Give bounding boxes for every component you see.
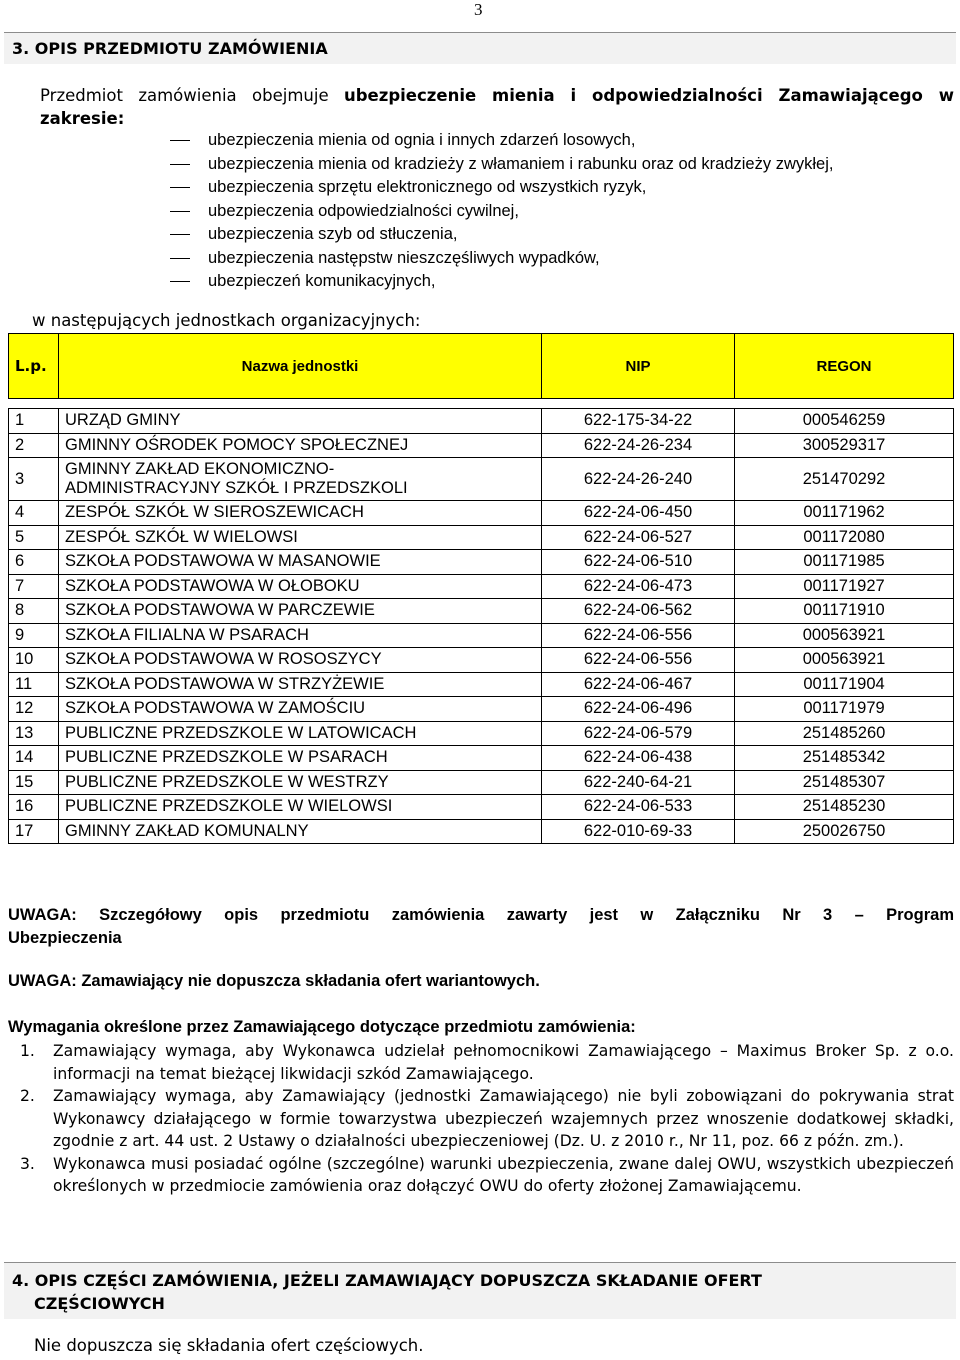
cell-nr: 16 xyxy=(9,795,59,820)
dash-icon xyxy=(170,234,190,235)
dash-icon xyxy=(170,187,190,188)
cell-nip: 622-24-26-240 xyxy=(542,458,735,501)
cell-nip: 622-24-06-562 xyxy=(542,599,735,624)
cell-name-line-2: ADMINISTRACYJNY SZKÓŁ I PRZEDSZKOLI xyxy=(65,479,408,497)
cell-nr: 13 xyxy=(9,721,59,746)
cell-nr: 7 xyxy=(9,574,59,599)
cell-name: SZKOŁA PODSTAWOWA W PARCZEWIE xyxy=(59,599,542,624)
scope-item xyxy=(170,200,833,224)
table-row xyxy=(9,458,954,501)
dash-icon xyxy=(170,211,190,212)
cell-name: PUBLICZNE PRZEDSZKOLE W PSARACH xyxy=(59,746,542,771)
scope-item xyxy=(170,247,833,271)
cell-nr: 3 xyxy=(9,458,59,501)
units-table xyxy=(8,333,954,844)
scope-item xyxy=(170,223,833,247)
cell-name-line-1: GMINNY ZAKŁAD EKONOMICZNO- xyxy=(65,460,335,478)
cell-regon: 000563921 xyxy=(735,648,954,673)
requirement-item xyxy=(8,1153,954,1198)
cell-regon: 001172080 xyxy=(735,525,954,550)
scope-intro-bold: ubezpieczenie mienia i odpowiedzialności Zamawiającego w xyxy=(343,86,954,105)
requirement-number: 1. xyxy=(20,1042,35,1060)
scope-item xyxy=(170,270,833,294)
cell-name: SZKOŁA PODSTAWOWA W MASANOWIE xyxy=(59,550,542,575)
table-row xyxy=(9,819,954,844)
table-row xyxy=(9,746,954,771)
cell-regon: 001171910 xyxy=(735,599,954,624)
scope-item xyxy=(170,153,833,177)
scope-item-text: ubezpieczeń komunikacyjnych, xyxy=(208,272,436,290)
cell-nip: 622-24-06-438 xyxy=(542,746,735,771)
dash-icon xyxy=(170,258,190,259)
requirement-number: 3. xyxy=(20,1154,35,1173)
cell-nip: 622-24-06-556 xyxy=(542,623,735,648)
cell-nr: 14 xyxy=(9,746,59,771)
table-row xyxy=(9,433,954,458)
requirement-item xyxy=(8,1040,954,1085)
cell-nip: 622-24-06-473 xyxy=(542,574,735,599)
cell-regon: 251485260 xyxy=(735,721,954,746)
cell-name xyxy=(59,458,542,501)
requirement-number: 2. xyxy=(20,1087,35,1105)
table-row xyxy=(9,648,954,673)
table-row xyxy=(9,525,954,550)
cell-nr: 11 xyxy=(9,672,59,697)
cell-name: SZKOŁA PODSTAWOWA W ZAMOŚCIU xyxy=(59,697,542,722)
cell-regon: 251485342 xyxy=(735,746,954,771)
cell-nip: 622-240-64-21 xyxy=(542,770,735,795)
partial-offers-text: Nie dopuszcza się składania ofert częściowych. xyxy=(34,1336,424,1355)
cell-regon: 000546259 xyxy=(735,409,954,434)
cell-regon: 001171979 xyxy=(735,697,954,722)
scope-item xyxy=(170,129,833,153)
requirements-title: Wymagania określone przez Zamawiającego dotyczące przedmiotu zamówienia: xyxy=(8,1018,636,1036)
table-row xyxy=(9,599,954,624)
cell-nip: 622-24-06-450 xyxy=(542,501,735,526)
spacer-cell xyxy=(9,399,954,409)
cell-regon: 250026750 xyxy=(735,819,954,844)
note-program xyxy=(8,904,954,950)
cell-nip: 622-24-26-234 xyxy=(542,433,735,458)
dash-icon xyxy=(170,281,190,282)
table-row xyxy=(9,697,954,722)
cell-nr: 1 xyxy=(9,409,59,434)
cell-nr: 9 xyxy=(9,623,59,648)
cell-nr: 15 xyxy=(9,770,59,795)
scope-list xyxy=(170,129,833,294)
requirement-text: Wykonawca musi posiadać ogólne (szczególne) warunki ubezpieczenia, zwane dalej OWU, wszystkich ubezpieczeń określonych w przedmiocie zamówienia oraz dołączyć OWU do oferty złożonej Zamawiającemu. xyxy=(53,1154,954,1195)
section-4-heading xyxy=(4,1262,956,1319)
cell-name: URZĄD GMINY xyxy=(59,409,542,434)
note-program-line-2: Ubezpieczenia xyxy=(8,929,122,947)
requirements-list xyxy=(8,1040,954,1198)
cell-name: ZESPÓŁ SZKÓŁ W SIEROSZEWICACH xyxy=(59,501,542,526)
table-row xyxy=(9,550,954,575)
cell-regon: 001171985 xyxy=(735,550,954,575)
cell-nr: 2 xyxy=(9,433,59,458)
section-4-heading-line-2: CZĘŚCIOWYCH xyxy=(34,1294,165,1313)
header-nip: NIP xyxy=(542,334,735,399)
cell-regon: 001171962 xyxy=(735,501,954,526)
cell-nip: 622-24-06-467 xyxy=(542,672,735,697)
cell-name: SZKOŁA PODSTAWOWA W OŁOBOKU xyxy=(59,574,542,599)
cell-regon: 300529317 xyxy=(735,433,954,458)
cell-nr: 6 xyxy=(9,550,59,575)
cell-name: SZKOŁA PODSTAWOWA W ROSOSZYCY xyxy=(59,648,542,673)
dash-icon xyxy=(170,140,190,141)
cell-nr: 12 xyxy=(9,697,59,722)
scope-intro xyxy=(40,84,954,130)
header-name: Nazwa jednostki xyxy=(59,334,542,399)
cell-nip: 622-24-06-533 xyxy=(542,795,735,820)
requirement-text: Zamawiający wymaga, aby Zamawiający (jednostki Zamawiającego) nie byli zobowiązani do pokrywania strat Wykonawcy działającego w formie towarzystwa ubezpieczeń wzajemnych przez wnoszenie dodatkowej składki, zgodnie z art. 44 ust. 2 Ustawy o działalności ubezpieczeniowej (Dz. U. z 2010 r., Nr 11, poz. 66 z późn. zm.). xyxy=(53,1087,954,1150)
cell-nip: 622-175-34-22 xyxy=(542,409,735,434)
scope-item-text: ubezpieczenia mienia od ognia i innych zdarzeń losowych, xyxy=(208,131,636,149)
cell-nip: 622-24-06-579 xyxy=(542,721,735,746)
note-variants: UWAGA: Zamawiający nie dopuszcza składania ofert wariantowych. xyxy=(8,972,540,990)
cell-regon: 001171904 xyxy=(735,672,954,697)
page-number: 3 xyxy=(474,0,483,19)
table-row xyxy=(9,795,954,820)
dash-icon xyxy=(170,164,190,165)
scope-item xyxy=(170,176,833,200)
cell-name: ZESPÓŁ SZKÓŁ W WIELOWSI xyxy=(59,525,542,550)
cell-nip: 622-24-06-496 xyxy=(542,697,735,722)
cell-regon: 251485307 xyxy=(735,770,954,795)
cell-nr: 4 xyxy=(9,501,59,526)
cell-name: SZKOŁA FILIALNA W PSARACH xyxy=(59,623,542,648)
table-row xyxy=(9,672,954,697)
table-row xyxy=(9,770,954,795)
table-row xyxy=(9,721,954,746)
table-row xyxy=(9,574,954,599)
cell-nip: 622-010-69-33 xyxy=(542,819,735,844)
cell-nr: 10 xyxy=(9,648,59,673)
header-regon: REGON xyxy=(735,334,954,399)
cell-nr: 17 xyxy=(9,819,59,844)
cell-name: SZKOŁA PODSTAWOWA W STRZYŻEWIE xyxy=(59,672,542,697)
requirement-item xyxy=(8,1085,954,1153)
cell-regon: 001171927 xyxy=(735,574,954,599)
units-intro: w następujących jednostkach organizacyjnych: xyxy=(32,311,421,330)
scope-item-text: ubezpieczenia następstw nieszczęśliwych wypadków, xyxy=(208,248,600,267)
cell-nr: 5 xyxy=(9,525,59,550)
cell-nip: 622-24-06-510 xyxy=(542,550,735,575)
table-row xyxy=(9,501,954,526)
cell-name: PUBLICZNE PRZEDSZKOLE W WESTRZY xyxy=(59,770,542,795)
cell-nr: 8 xyxy=(9,599,59,624)
section-4-heading-line-1: 4. OPIS CZĘŚCI ZAMÓWIENIA, JEŻELI ZAMAWIAJĄCY DOPUSZCZA SKŁADANIE OFERT xyxy=(12,1271,762,1290)
cell-regon: 251470292 xyxy=(735,458,954,501)
scope-item-text: ubezpieczenia sprzętu elektronicznego od wszystkich ryzyk, xyxy=(208,178,647,196)
scope-item-text: ubezpieczenia szyb od stłuczenia, xyxy=(208,225,458,243)
scope-intro-plain: Przedmiot zamówienia obejmuje xyxy=(40,86,344,105)
cell-name: PUBLICZNE PRZEDSZKOLE W LATOWICACH xyxy=(59,721,542,746)
scope-intro-line-2: zakresie: xyxy=(40,109,125,128)
cell-nip: 622-24-06-527 xyxy=(542,525,735,550)
cell-name: GMINNY OŚRODEK POMOCY SPOŁECZNEJ xyxy=(59,433,542,458)
section-3-heading: 3. OPIS PRZEDMIOTU ZAMÓWIENIA xyxy=(4,32,956,64)
cell-name: PUBLICZNE PRZEDSZKOLE W WIELOWSI xyxy=(59,795,542,820)
table-spacer xyxy=(9,399,954,409)
table-row xyxy=(9,623,954,648)
scope-item-text: ubezpieczenia mienia od kradzieży z włamaniem i rabunku oraz od kradzieży zwykłej, xyxy=(208,154,834,173)
cell-regon: 251485230 xyxy=(735,795,954,820)
cell-regon: 000563921 xyxy=(735,623,954,648)
scope-item-text: ubezpieczenia odpowiedzialności cywilnej, xyxy=(208,201,519,220)
cell-nip: 622-24-06-556 xyxy=(542,648,735,673)
requirement-text: Zamawiający wymaga, aby Wykonawca udzielał pełnomocnikowi Zamawiającego – Maximus Broker Sp. z o.o. informacji na temat bieżącej likwidacji szkód Zamawiającego. xyxy=(53,1042,954,1083)
cell-name: GMINNY ZAKŁAD KOMUNALNY xyxy=(59,819,542,844)
table-header-row xyxy=(9,334,954,399)
scope-intro-line-1 xyxy=(40,84,954,107)
table-row xyxy=(9,409,954,434)
header-lp: L.p. xyxy=(9,334,59,399)
note-program-line-1: UWAGA: Szczegółowy opis przedmiotu zamówienia zawarty jest w Załączniku Nr 3 – Program xyxy=(8,906,954,924)
